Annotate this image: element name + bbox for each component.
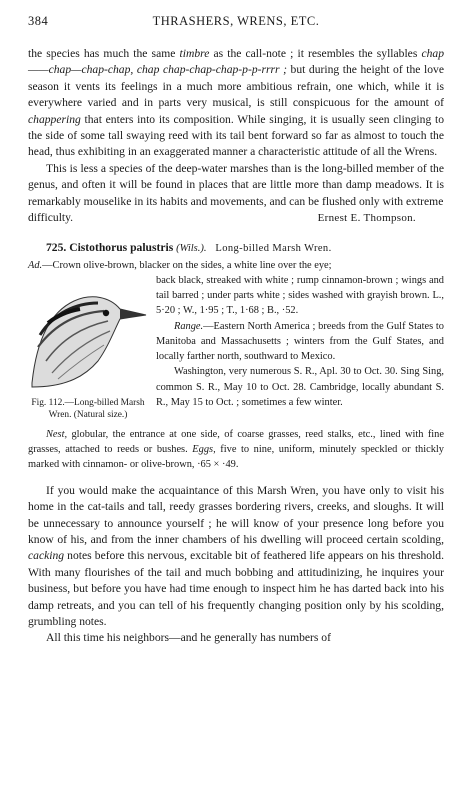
figure-wren-head [28, 275, 148, 425]
paragraph-song: the species has much the same timbre as the call-note ; it resembles the syllables chap——chap—chap-chap, chap chap-chap-chap-p-p-rrrr ; but during the height of the love season it vents its feelings in a much more ambitious refrain, one which, while it is everywhere varied and in parts very musical, is still conspicuous for the amount of chappering that enters into its composition. While singing, it is usually seen clinging to the side of some tall swaying reed with its tail bent forward so far as almost to touch the head, thus exhibiting in an exaggerated manner a characteristic attitude of all the Wrens. [28, 47, 444, 159]
species-common-name: Long-billed Marsh Wren. [215, 243, 332, 255]
adult-description-rest: back black, streaked with white ; rump cinnamon-brown ; wings and tail barred ; under parts white ; sides washed with grayish brown. L., 5·20 ; W., 1·95 ; T., 1·68 ; B., ·52. [156, 275, 444, 317]
page-number: 384 [28, 14, 49, 28]
author-signature: Ernest E. Thompson. [317, 212, 416, 225]
paragraph-acquaintance: If you would make the acquaintance of this Marsh Wren, you have only to visit his home in the cat-tails and tall, reedy grasses bordering rivers, creeks, and sloughs. It will be unnecessary to announce yourself ; he will know of your presence long before you know of his, and from the inner chambers of his dwelling will proceed certain scolding, cacking notes before this nervous, excitable bit of feathered life appears on his threshold. With many flourishes of the tail and much bobbing and attitudinizing, he inquires your business, but before you have had time enough to inspect him he has darted back into his damp retreats, and you can tell of his frequently changing position only by his scolding, grumbling notes. [28, 483, 444, 628]
running-head [28, 14, 444, 34]
signature-line: difficulty. Ernest E. Thompson. [28, 210, 444, 226]
species-heading [28, 240, 444, 257]
nest-eggs-paragraph: Nest, globular, the entrance at one side, of coarse grasses, reed stalks, etc., lined with fine grasses, attached to reeds or bushes. Eggs, five to nine, uniform, minutely speckled or thickly marked with cinnamon- or olive-brown, ·65 × ·49. [28, 429, 444, 471]
adult-description-first: Ad.—Crown olive-brown, blacker on the sides, a white line over the eye; [28, 259, 332, 271]
running-title: THRASHERS, WRENS, ETC. [152, 14, 320, 28]
wren-head-illustration [28, 275, 148, 393]
species-number: 725. [46, 241, 67, 255]
species-scientific-name: Cistothorus palustris [69, 241, 174, 255]
range-paragraph: Range.—Eastern North America ; breeds from the Gulf States to Manitoba and Massachusetts ; winters from the Gulf States, and locally farther north, southward to Mexico. [156, 320, 444, 363]
species-entry [28, 240, 444, 472]
paragraph-neighbors: All this time his neighbors—and he generally has numbers of [46, 631, 331, 645]
figure-caption: Fig. 112.—Long-billed Marsh Wren. (Natural size.) [31, 398, 145, 421]
locality-records: Washington, very numerous S. R., Apl. 30 to Oct. 30. Sing Sing, common S. R., May 10 to Oct. 28. Cambridge, locally abundant S. R., May 15 to Oct. ; sometimes a few winter. [156, 366, 444, 408]
book-page [28, 14, 444, 647]
paragraph-habitat: This is less a species of the deep-water marshes than is the long-billed member of the genus, and often it will be found in places that are little more than damp meadows. It is remarkably mouselike in its habits and movements, and can be flushed only with extreme [28, 161, 444, 208]
species-authority: (Wils.). [176, 243, 207, 255]
